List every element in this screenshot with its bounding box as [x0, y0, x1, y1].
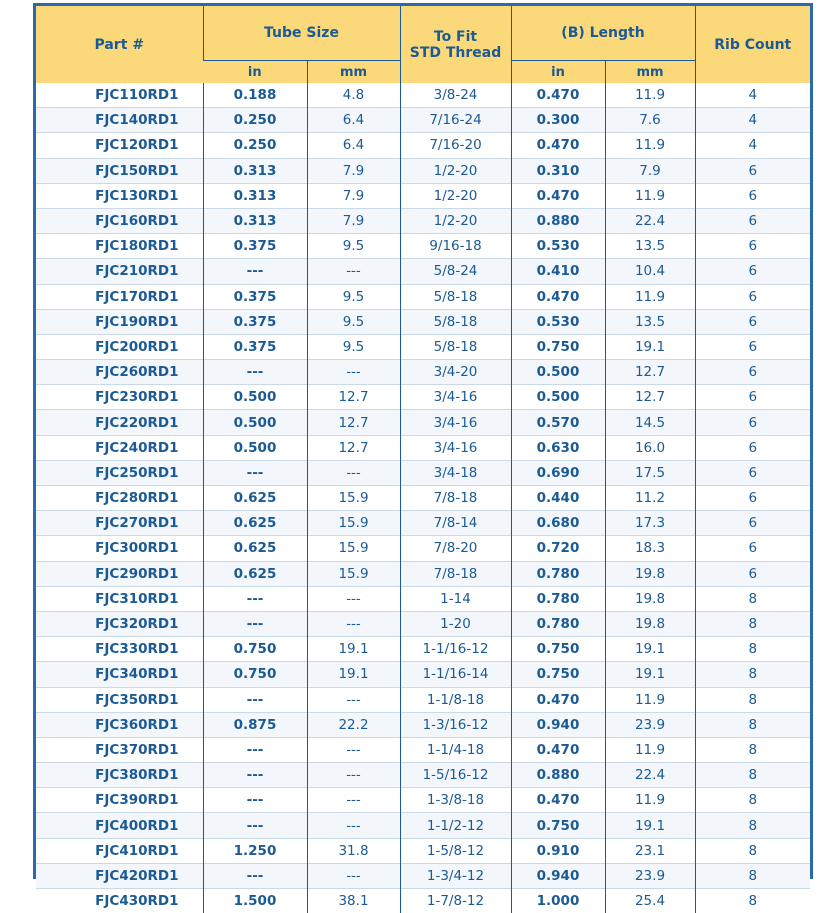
- cell-length-in: 0.690: [511, 460, 605, 485]
- table-row: [36, 435, 810, 460]
- cell-tube-in: 0.500: [203, 385, 307, 410]
- cell-tube-mm: 7.9: [307, 158, 400, 183]
- cell-length-mm: 17.5: [605, 460, 695, 485]
- cell-thread: 7/8-20: [400, 536, 511, 561]
- cell-length-in: 0.780: [511, 561, 605, 586]
- cell-tube-mm: ---: [307, 259, 400, 284]
- cell-length-in: 0.630: [511, 435, 605, 460]
- header-length-in: in: [511, 61, 605, 84]
- cell-tube-in: 0.375: [203, 309, 307, 334]
- cell-tube-mm: ---: [307, 360, 400, 385]
- table-row: [36, 183, 810, 208]
- cell-length-in: 0.720: [511, 536, 605, 561]
- cell-length-in: 0.750: [511, 813, 605, 838]
- cell-thread: 5/8-18: [400, 284, 511, 309]
- cell-thread: 3/8-24: [400, 83, 511, 108]
- cell-length-in: 0.780: [511, 611, 605, 636]
- cell-rib-count: 6: [695, 158, 810, 183]
- cell-part: FJC180RD1: [36, 234, 203, 259]
- cell-length-mm: 19.1: [605, 662, 695, 687]
- cell-tube-mm: 22.2: [307, 712, 400, 737]
- cell-length-in: 0.780: [511, 586, 605, 611]
- cell-length-mm: 11.2: [605, 486, 695, 511]
- cell-length-in: 0.470: [511, 284, 605, 309]
- cell-tube-in: 0.250: [203, 133, 307, 158]
- cell-rib-count: 6: [695, 561, 810, 586]
- cell-part: FJC390RD1: [36, 788, 203, 813]
- cell-tube-in: ---: [203, 611, 307, 636]
- cell-length-in: 0.470: [511, 133, 605, 158]
- cell-thread: 1-5/8-12: [400, 838, 511, 863]
- cell-rib-count: 6: [695, 486, 810, 511]
- cell-length-in: 0.530: [511, 234, 605, 259]
- cell-thread: 1-1/16-14: [400, 662, 511, 687]
- cell-tube-mm: 7.9: [307, 183, 400, 208]
- table-row: [36, 158, 810, 183]
- cell-rib-count: 6: [695, 183, 810, 208]
- cell-length-mm: 19.1: [605, 334, 695, 359]
- cell-part: FJC340RD1: [36, 662, 203, 687]
- cell-length-mm: 19.1: [605, 813, 695, 838]
- cell-tube-mm: ---: [307, 763, 400, 788]
- cell-tube-mm: 12.7: [307, 435, 400, 460]
- cell-part: FJC130RD1: [36, 183, 203, 208]
- cell-part: FJC410RD1: [36, 838, 203, 863]
- cell-tube-mm: 38.1: [307, 889, 400, 913]
- cell-length-mm: 23.9: [605, 712, 695, 737]
- cell-thread: 1/2-20: [400, 183, 511, 208]
- cell-tube-in: ---: [203, 763, 307, 788]
- header-tube-size: Tube Size: [203, 6, 400, 61]
- cell-tube-mm: ---: [307, 813, 400, 838]
- cell-rib-count: 8: [695, 586, 810, 611]
- table-body: [36, 83, 810, 913]
- cell-tube-in: 0.625: [203, 486, 307, 511]
- cell-rib-count: 6: [695, 460, 810, 485]
- table-row: [36, 662, 810, 687]
- cell-length-in: 0.410: [511, 259, 605, 284]
- table-row: [36, 511, 810, 536]
- cell-tube-in: 0.750: [203, 662, 307, 687]
- table-header: [36, 6, 810, 83]
- cell-thread: 1-5/16-12: [400, 763, 511, 788]
- cell-part: FJC190RD1: [36, 309, 203, 334]
- cell-thread: 1/2-20: [400, 208, 511, 233]
- cell-rib-count: 8: [695, 637, 810, 662]
- cell-tube-mm: ---: [307, 586, 400, 611]
- cell-part: FJC220RD1: [36, 410, 203, 435]
- cell-part: FJC350RD1: [36, 687, 203, 712]
- cell-tube-mm: 7.9: [307, 208, 400, 233]
- cell-thread: 1-3/8-18: [400, 788, 511, 813]
- cell-length-in: 0.300: [511, 108, 605, 133]
- cell-length-in: 0.940: [511, 712, 605, 737]
- cell-tube-mm: ---: [307, 611, 400, 636]
- cell-part: FJC270RD1: [36, 511, 203, 536]
- cell-thread: 3/4-16: [400, 385, 511, 410]
- cell-thread: 1-1/8-18: [400, 687, 511, 712]
- cell-part: FJC320RD1: [36, 611, 203, 636]
- cell-length-in: 0.500: [511, 360, 605, 385]
- cell-length-mm: 7.9: [605, 158, 695, 183]
- cell-length-mm: 22.4: [605, 763, 695, 788]
- table-row: [36, 208, 810, 233]
- table-row: [36, 385, 810, 410]
- cell-length-mm: 11.9: [605, 133, 695, 158]
- header-tube-mm: mm: [307, 61, 400, 84]
- cell-length-in: 0.750: [511, 662, 605, 687]
- cell-length-mm: 11.9: [605, 788, 695, 813]
- cell-part: FJC360RD1: [36, 712, 203, 737]
- cell-length-in: 0.910: [511, 838, 605, 863]
- cell-length-mm: 18.3: [605, 536, 695, 561]
- cell-part: FJC110RD1: [36, 83, 203, 108]
- cell-length-in: 0.470: [511, 183, 605, 208]
- cell-tube-mm: 6.4: [307, 108, 400, 133]
- cell-tube-in: ---: [203, 586, 307, 611]
- cell-rib-count: 6: [695, 259, 810, 284]
- table-row: [36, 687, 810, 712]
- cell-length-mm: 19.8: [605, 611, 695, 636]
- cell-part: FJC310RD1: [36, 586, 203, 611]
- cell-tube-in: ---: [203, 863, 307, 888]
- cell-rib-count: 6: [695, 284, 810, 309]
- cell-length-mm: 19.8: [605, 586, 695, 611]
- cell-part: FJC290RD1: [36, 561, 203, 586]
- cell-rib-count: 4: [695, 83, 810, 108]
- cell-tube-in: ---: [203, 788, 307, 813]
- cell-tube-in: 0.500: [203, 410, 307, 435]
- cell-part: FJC120RD1: [36, 133, 203, 158]
- cell-rib-count: 8: [695, 763, 810, 788]
- table-row: [36, 561, 810, 586]
- table-row: [36, 788, 810, 813]
- table-row: [36, 460, 810, 485]
- cell-tube-mm: 31.8: [307, 838, 400, 863]
- cell-length-mm: 11.9: [605, 83, 695, 108]
- header-part: Part #: [36, 6, 203, 83]
- table-row: [36, 611, 810, 636]
- cell-rib-count: 8: [695, 712, 810, 737]
- cell-thread: 1-1/4-18: [400, 737, 511, 762]
- cell-length-mm: 19.8: [605, 561, 695, 586]
- header-length: (B) Length: [511, 6, 695, 61]
- cell-length-mm: 11.9: [605, 737, 695, 762]
- cell-tube-in: 0.313: [203, 183, 307, 208]
- cell-part: FJC240RD1: [36, 435, 203, 460]
- table-row: [36, 83, 810, 108]
- cell-part: FJC170RD1: [36, 284, 203, 309]
- cell-length-in: 0.500: [511, 385, 605, 410]
- cell-tube-mm: 15.9: [307, 486, 400, 511]
- table-row: [36, 863, 810, 888]
- cell-length-in: 0.440: [511, 486, 605, 511]
- cell-tube-mm: ---: [307, 788, 400, 813]
- cell-rib-count: 6: [695, 234, 810, 259]
- cell-part: FJC380RD1: [36, 763, 203, 788]
- cell-tube-mm: 4.8: [307, 83, 400, 108]
- cell-length-mm: 12.7: [605, 360, 695, 385]
- cell-tube-in: 0.375: [203, 284, 307, 309]
- cell-tube-in: 0.750: [203, 637, 307, 662]
- cell-length-in: 0.570: [511, 410, 605, 435]
- cell-thread: 7/8-18: [400, 561, 511, 586]
- cell-thread: 5/8-24: [400, 259, 511, 284]
- table-row: [36, 712, 810, 737]
- cell-thread: 9/16-18: [400, 234, 511, 259]
- cell-thread: 3/4-16: [400, 435, 511, 460]
- cell-tube-mm: 19.1: [307, 637, 400, 662]
- cell-length-in: 0.680: [511, 511, 605, 536]
- cell-length-mm: 16.0: [605, 435, 695, 460]
- cell-tube-mm: 12.7: [307, 410, 400, 435]
- cell-thread: 1-1/16-12: [400, 637, 511, 662]
- cell-tube-mm: 9.5: [307, 334, 400, 359]
- header-tube-in: in: [203, 61, 307, 84]
- cell-rib-count: 6: [695, 309, 810, 334]
- cell-tube-mm: 12.7: [307, 385, 400, 410]
- cell-tube-mm: 15.9: [307, 511, 400, 536]
- cell-thread: 3/4-20: [400, 360, 511, 385]
- cell-rib-count: 6: [695, 435, 810, 460]
- cell-tube-in: ---: [203, 813, 307, 838]
- cell-tube-in: 0.500: [203, 435, 307, 460]
- cell-thread: 7/8-18: [400, 486, 511, 511]
- cell-length-mm: 10.4: [605, 259, 695, 284]
- cell-length-in: 0.750: [511, 334, 605, 359]
- cell-thread: 3/4-18: [400, 460, 511, 485]
- cell-rib-count: 4: [695, 108, 810, 133]
- cell-part: FJC210RD1: [36, 259, 203, 284]
- cell-rib-count: 6: [695, 511, 810, 536]
- cell-rib-count: 6: [695, 360, 810, 385]
- cell-length-mm: 25.4: [605, 889, 695, 913]
- cell-part: FJC150RD1: [36, 158, 203, 183]
- cell-tube-mm: 15.9: [307, 536, 400, 561]
- cell-tube-in: ---: [203, 360, 307, 385]
- cell-rib-count: 8: [695, 737, 810, 762]
- cell-tube-in: 0.250: [203, 108, 307, 133]
- table-row: [36, 586, 810, 611]
- cell-tube-mm: ---: [307, 737, 400, 762]
- table-row: [36, 410, 810, 435]
- cell-length-in: 0.880: [511, 763, 605, 788]
- cell-length-mm: 17.3: [605, 511, 695, 536]
- cell-tube-in: ---: [203, 460, 307, 485]
- cell-thread: 5/8-18: [400, 309, 511, 334]
- cell-thread: 5/8-18: [400, 334, 511, 359]
- cell-length-in: 0.470: [511, 788, 605, 813]
- cell-rib-count: 8: [695, 687, 810, 712]
- cell-thread: 7/8-14: [400, 511, 511, 536]
- cell-rib-count: 8: [695, 889, 810, 913]
- cell-thread: 1/2-20: [400, 158, 511, 183]
- cell-length-mm: 19.1: [605, 637, 695, 662]
- cell-tube-mm: 9.5: [307, 284, 400, 309]
- table-row: [36, 259, 810, 284]
- cell-length-mm: 13.5: [605, 234, 695, 259]
- cell-part: FJC260RD1: [36, 360, 203, 385]
- cell-rib-count: 4: [695, 133, 810, 158]
- cell-thread: 7/16-24: [400, 108, 511, 133]
- cell-tube-in: 0.625: [203, 511, 307, 536]
- cell-rib-count: 8: [695, 863, 810, 888]
- cell-length-mm: 13.5: [605, 309, 695, 334]
- cell-part: FJC400RD1: [36, 813, 203, 838]
- cell-rib-count: 6: [695, 208, 810, 233]
- cell-length-mm: 23.9: [605, 863, 695, 888]
- cell-rib-count: 6: [695, 334, 810, 359]
- cell-thread: 1-20: [400, 611, 511, 636]
- cell-length-mm: 23.1: [605, 838, 695, 863]
- cell-tube-in: 0.313: [203, 158, 307, 183]
- cell-length-in: 0.470: [511, 687, 605, 712]
- cell-tube-mm: 15.9: [307, 561, 400, 586]
- cell-length-in: 0.470: [511, 737, 605, 762]
- cell-length-mm: 11.9: [605, 687, 695, 712]
- cell-tube-in: 0.375: [203, 234, 307, 259]
- table-row: [36, 486, 810, 511]
- header-to-fit-thread: [400, 6, 511, 83]
- table-row: [36, 838, 810, 863]
- cell-length-mm: 11.9: [605, 284, 695, 309]
- cell-length-mm: 22.4: [605, 208, 695, 233]
- cell-thread: 3/4-16: [400, 410, 511, 435]
- cell-rib-count: 8: [695, 838, 810, 863]
- table-row: [36, 234, 810, 259]
- cell-tube-mm: 6.4: [307, 133, 400, 158]
- cell-part: FJC430RD1: [36, 889, 203, 913]
- cell-rib-count: 8: [695, 813, 810, 838]
- table-row: [36, 284, 810, 309]
- cell-thread: 1-1/2-12: [400, 813, 511, 838]
- cell-length-in: 0.470: [511, 83, 605, 108]
- cell-rib-count: 8: [695, 662, 810, 687]
- table-row: [36, 763, 810, 788]
- cell-thread: 1-3/4-12: [400, 863, 511, 888]
- cell-tube-in: ---: [203, 259, 307, 284]
- cell-tube-mm: ---: [307, 863, 400, 888]
- cell-length-in: 1.000: [511, 889, 605, 913]
- cell-length-in: 0.940: [511, 863, 605, 888]
- cell-part: FJC280RD1: [36, 486, 203, 511]
- cell-length-in: 0.310: [511, 158, 605, 183]
- cell-tube-in: 0.625: [203, 536, 307, 561]
- cell-tube-mm: 19.1: [307, 662, 400, 687]
- header-rib-count: Rib Count: [695, 6, 810, 83]
- cell-tube-in: 0.375: [203, 334, 307, 359]
- parts-table: [36, 6, 810, 913]
- cell-tube-in: 1.500: [203, 889, 307, 913]
- parts-table-frame: [33, 3, 813, 879]
- header-to-fit-line1: To Fit: [434, 29, 477, 45]
- cell-part: FJC420RD1: [36, 863, 203, 888]
- table-row: [36, 737, 810, 762]
- cell-part: FJC140RD1: [36, 108, 203, 133]
- cell-thread: 7/16-20: [400, 133, 511, 158]
- cell-tube-in: 0.625: [203, 561, 307, 586]
- cell-rib-count: 8: [695, 788, 810, 813]
- table-row: [36, 309, 810, 334]
- cell-length-in: 0.530: [511, 309, 605, 334]
- table-row: [36, 360, 810, 385]
- table-row: [36, 108, 810, 133]
- table-row: [36, 637, 810, 662]
- cell-tube-in: 0.313: [203, 208, 307, 233]
- cell-part: FJC200RD1: [36, 334, 203, 359]
- cell-rib-count: 6: [695, 536, 810, 561]
- table-row: [36, 536, 810, 561]
- table-row: [36, 334, 810, 359]
- cell-part: FJC230RD1: [36, 385, 203, 410]
- header-to-fit-line2: STD Thread: [410, 45, 502, 61]
- cell-tube-mm: ---: [307, 460, 400, 485]
- cell-part: FJC300RD1: [36, 536, 203, 561]
- cell-tube-in: ---: [203, 687, 307, 712]
- cell-tube-in: ---: [203, 737, 307, 762]
- cell-thread: 1-14: [400, 586, 511, 611]
- header-length-mm: mm: [605, 61, 695, 84]
- cell-length-mm: 14.5: [605, 410, 695, 435]
- table-row: [36, 813, 810, 838]
- cell-part: FJC160RD1: [36, 208, 203, 233]
- cell-tube-mm: ---: [307, 687, 400, 712]
- cell-rib-count: 6: [695, 385, 810, 410]
- cell-tube-mm: 9.5: [307, 309, 400, 334]
- cell-length-mm: 7.6: [605, 108, 695, 133]
- cell-tube-in: 1.250: [203, 838, 307, 863]
- cell-thread: 1-3/16-12: [400, 712, 511, 737]
- cell-length-mm: 12.7: [605, 385, 695, 410]
- cell-rib-count: 8: [695, 611, 810, 636]
- table-row: [36, 133, 810, 158]
- cell-part: FJC370RD1: [36, 737, 203, 762]
- cell-part: FJC330RD1: [36, 637, 203, 662]
- cell-rib-count: 6: [695, 410, 810, 435]
- cell-length-mm: 11.9: [605, 183, 695, 208]
- cell-length-in: 0.750: [511, 637, 605, 662]
- cell-length-in: 0.880: [511, 208, 605, 233]
- table-row: [36, 889, 810, 913]
- cell-part: FJC250RD1: [36, 460, 203, 485]
- cell-thread: 1-7/8-12: [400, 889, 511, 913]
- cell-tube-in: 0.188: [203, 83, 307, 108]
- cell-tube-in: 0.875: [203, 712, 307, 737]
- cell-tube-mm: 9.5: [307, 234, 400, 259]
